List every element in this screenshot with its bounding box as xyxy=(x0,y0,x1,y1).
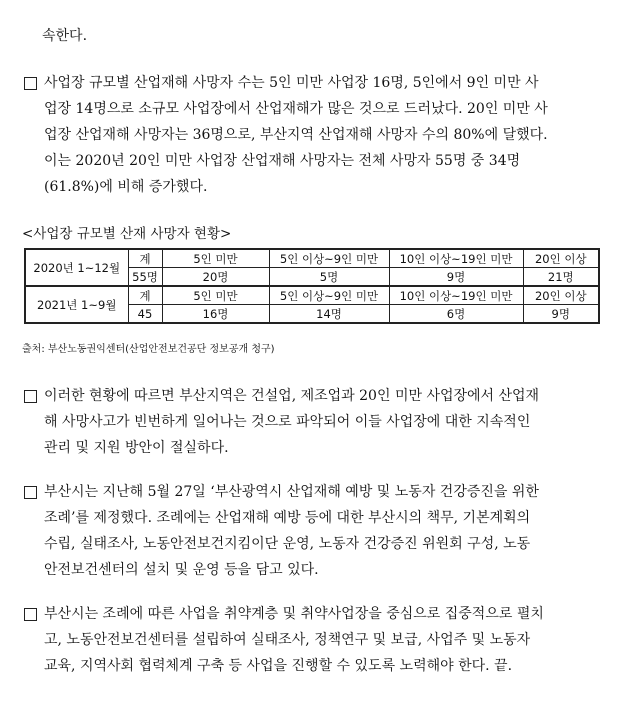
paragraph3-line: 수립, 실태조사, 노동안전보건지킴이단 운영, 노동자 건강증진 위원회 구성, 노동 xyxy=(44,536,531,552)
value-cell: 6명 xyxy=(389,305,523,324)
paragraph3-line: 조례’를 제정했다. 조례에는 산업재해 예방 등에 대한 부산시의 책무, 기본계획의 xyxy=(44,510,531,526)
value-cell: 45 xyxy=(128,305,162,324)
checkbox-bullet xyxy=(24,390,37,403)
header-cell: 10인 이상~19인 미만 xyxy=(389,286,523,305)
value-cell: 20명 xyxy=(162,268,269,287)
checkbox-bullet xyxy=(24,77,37,90)
value-cell: 16명 xyxy=(162,305,269,324)
paragraph2-line: 이러한 현황에 따르면 부산지역은 건설업, 제조업과 20인 미만 사업장에서 산업재 xyxy=(44,388,540,404)
value-cell: 9명 xyxy=(523,305,599,324)
paragraph2-line: 해 사망사고가 빈번하게 일어나는 것으로 파악되어 이들 사업장에 대한 지속적인 xyxy=(44,414,531,430)
table-row xyxy=(25,286,599,305)
paragraph1-line: 사업장 규모별 산업재해 사망자 수는 5인 미만 사업장 16명, 5인에서 9인 미만 사 xyxy=(44,75,539,91)
table-source: 출처: 부산노동권익센터(산업안전보건공단 정보공개 청구) xyxy=(22,344,275,355)
value-cell: 9명 xyxy=(389,268,523,287)
paragraph1-line: 업장 산업재해 사망자는 36명으로, 부산지역 산업재해 사망자 수의 80%에 달했다. xyxy=(44,127,548,143)
paragraph3-line: 안전보건센터의 설치 및 운영 등을 담고 있다. xyxy=(44,562,319,578)
header-cell: 20인 이상 xyxy=(523,249,599,268)
header-cell: 계 xyxy=(128,286,162,305)
paragraph3-line: 부산시는 지난해 5월 27일 ‘부산광역시 산업재해 예방 및 노동자 건강증진을 위한 xyxy=(44,484,539,500)
value-cell: 14명 xyxy=(269,305,389,324)
checkbox-bullet xyxy=(24,608,37,621)
table-row xyxy=(25,249,599,268)
paragraph1-line: 업장 14명으로 소규모 사업장에서 산업재해가 많은 것으로 드러났다. 20인 미만 사 xyxy=(44,101,548,117)
value-cell: 5명 xyxy=(269,268,389,287)
header-cell: 5인 이상~9인 미만 xyxy=(269,286,389,305)
paragraph4-line: 교육, 지역사회 협력체계 구축 등 사업을 진행할 수 있도록 노력해야 한다. 끝. xyxy=(44,658,513,674)
table-caption: <사업장 규모별 산재 사망자 현황> xyxy=(22,226,232,242)
paragraph1-line: (61.8%)에 비해 증가했다. xyxy=(44,179,208,195)
paragraph2-line: 관리 및 지원 방안이 절실하다. xyxy=(44,440,229,456)
paragraph4-line: 고, 노동안전보건센터를 설립하여 실태조사, 정책연구 및 보급, 사업주 및 노동자 xyxy=(44,632,531,648)
paragraph4-line: 부산시는 조례에 따른 사업을 취약계층 및 취약사업장을 중심으로 집중적으로 펼치 xyxy=(44,606,544,622)
paragraph1-line: 이는 2020년 20인 미만 사업장 산업재해 사망자는 전체 사망자 55명 중 34명 xyxy=(44,153,521,169)
header-cell: 10인 이상~19인 미만 xyxy=(389,249,523,268)
period-cell: 2020년 1~12월 xyxy=(25,249,128,286)
value-cell: 21명 xyxy=(523,268,599,287)
checkbox-bullet xyxy=(24,486,37,499)
header-cell: 5인 미만 xyxy=(162,286,269,305)
fatality-table xyxy=(24,248,600,324)
value-cell: 55명 xyxy=(128,268,162,287)
header-cell: 5인 이상~9인 미만 xyxy=(269,249,389,268)
intro-line: 속한다. xyxy=(42,28,88,44)
period-cell: 2021년 1~9월 xyxy=(25,286,128,323)
header-cell: 계 xyxy=(128,249,162,268)
header-cell: 5인 미만 xyxy=(162,249,269,268)
header-cell: 20인 이상 xyxy=(523,286,599,305)
